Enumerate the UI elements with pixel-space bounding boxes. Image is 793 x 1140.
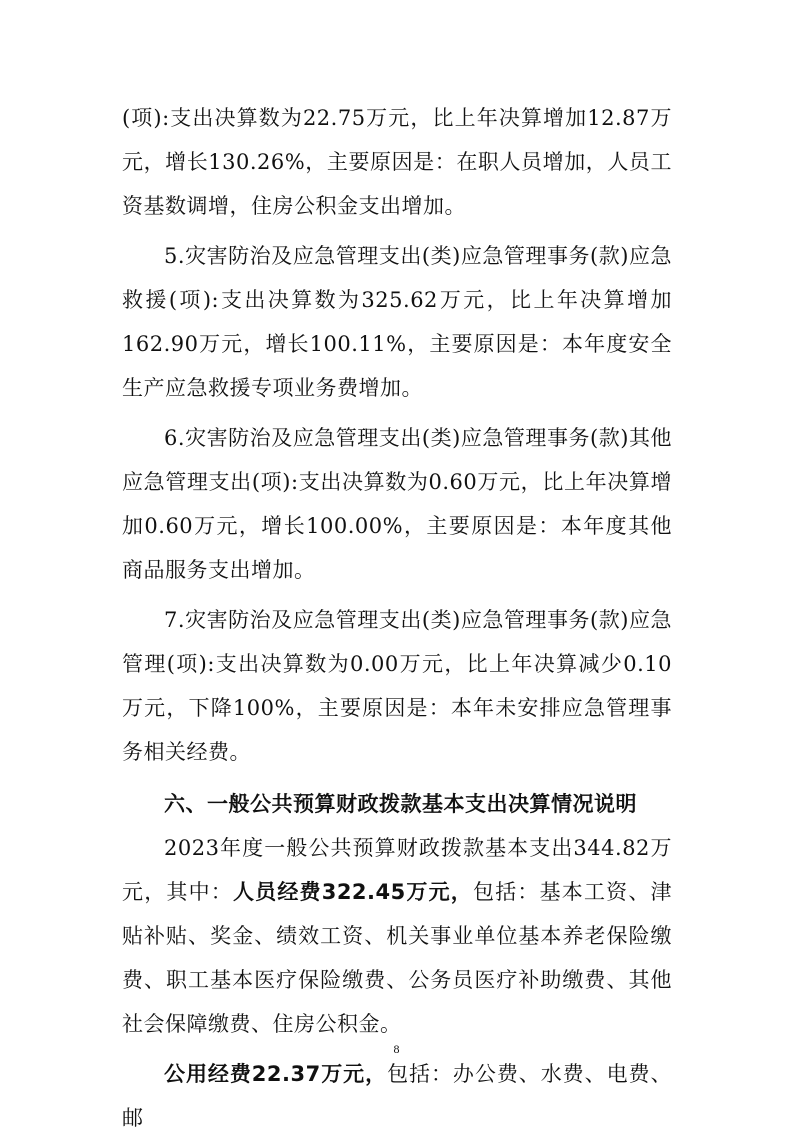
public-expense-label: 公用经费22.37万元， [164, 1062, 388, 1086]
page-number: 8 [393, 1042, 400, 1056]
personnel-expense-label: 人员经费322.45万元， [232, 880, 473, 904]
section-heading-6: 六、一般公共预算财政拨款基本支出决算情况说明 [164, 792, 637, 816]
paragraph-public-expense [122, 1052, 672, 1140]
basic-expenditure-intro: 2023年度一般公共预算财政拨款基本支出344.82万元，其中： [122, 836, 672, 904]
personnel-expense-detail: 包括：基本工资、津贴补贴、奖金、绩效工资、机关事业单位基本养老保险缴费、职工基本医疗保险缴费、公务员医疗补助缴费、其他社会保障缴费、住房公积金。 [122, 880, 673, 1036]
paragraph-item-6: 6.灾害防治及应急管理支出(类)应急管理事务(款)其他应急管理支出(项):支出决算数为0.60万元，比上年决算增加0.60万元，增长100.00%，主要原因是：本年度其他商品服务支出增加。 [122, 426, 672, 582]
paragraph-item-5: 5.灾害防治及应急管理支出(类)应急管理事务(款)应急救援(项):支出决算数为325.62万元，比上年决算增加162.90万元，增长100.11%，主要原因是：本年度安全生产应急救援专项业务费增加。 [122, 244, 672, 400]
page-body [122, 96, 672, 1140]
paragraph-item-7: 7.灾害防治及应急管理支出(类)应急管理事务(款)应急管理(项):支出决算数为0.00万元，比上年决算减少0.10万元，下降100%，主要原因是：本年未安排应急管理事务相关经费。 [122, 608, 672, 764]
public-expense-detail: 包括：办公费、水费、电费、邮 [122, 1062, 672, 1130]
paragraph-basic-expenditure [122, 826, 672, 1046]
paragraph-item-4-continued: (项):支出决算数为22.75万元，比上年决算增加12.87万元，增长130.26%，主要原因是：在职人员增加，人员工资基数调增，住房公积金支出增加。 [122, 106, 672, 218]
